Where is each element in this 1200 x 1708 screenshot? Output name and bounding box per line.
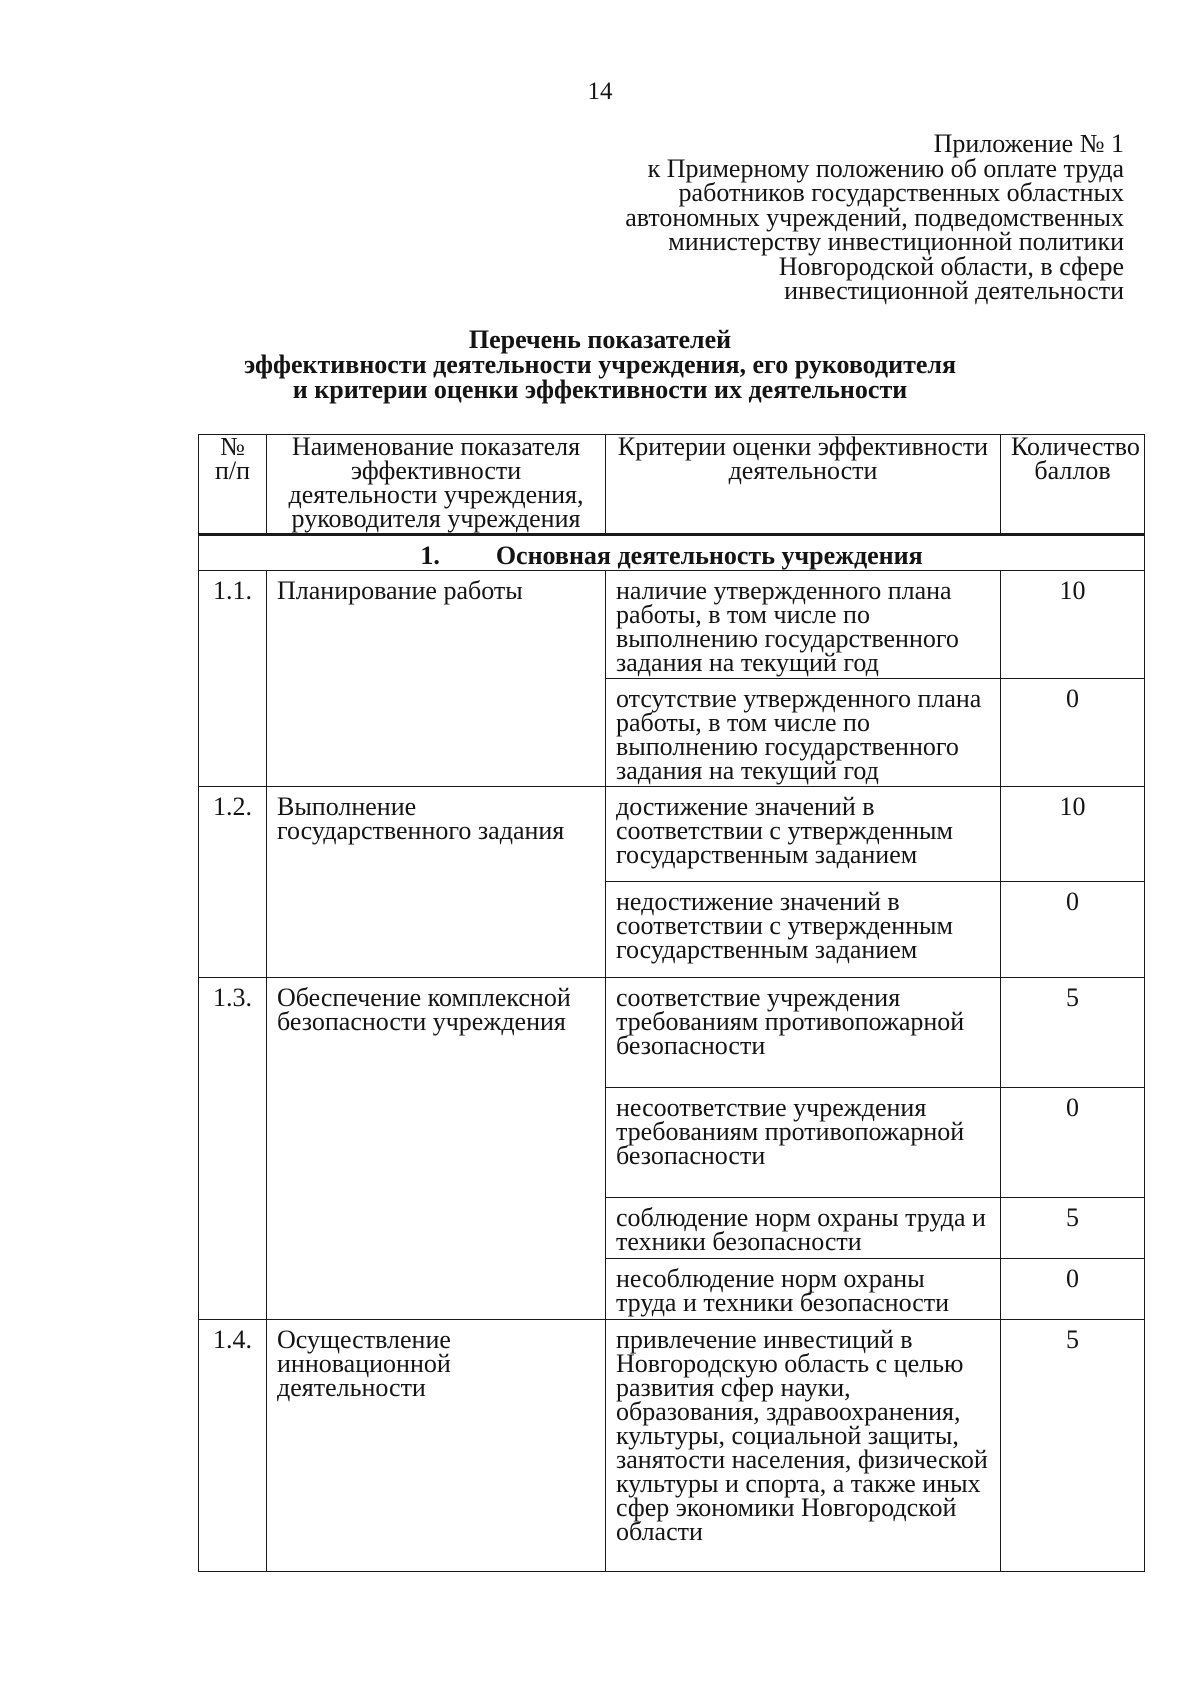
header-points: Количество баллов: [1001, 435, 1145, 535]
table-row: [199, 571, 1145, 679]
row-name: Планирование работы: [267, 571, 606, 787]
header-criteria: Критерии оценки эффективности деятельности: [606, 435, 1001, 535]
appendix-line: Новгородской области, в сфере: [778, 251, 1124, 281]
criteria-cell: отсутствие утвержденного плана работы, в том числе по выполнению государственного задания на текущий год: [606, 679, 1001, 787]
appendix-line: инвестиционной деятельности: [784, 276, 1124, 305]
table-header-row: [199, 435, 1145, 535]
score-cell: 10: [1001, 571, 1145, 679]
section-heading: [199, 535, 1145, 571]
row-name: Осуществление инновационной деятельности: [267, 1320, 606, 1572]
table-row: [199, 787, 1145, 882]
appendix-line: работников государственных областных: [678, 178, 1124, 207]
document-title: [0, 327, 1200, 402]
section-number: 1.: [420, 541, 440, 570]
section-title: Основная деятельность учреждения: [495, 541, 923, 570]
row-index: 1.2.: [199, 787, 267, 978]
title-line: эффективности деятельности учреждения, его руководителя: [243, 350, 957, 379]
header-name: Наименование показателя эффективности деятельности учреждения, руководителя учреждения: [267, 435, 606, 535]
criteria-cell: наличие утвержденного плана работы, в том числе по выполнению государственного задания на текущий год: [606, 571, 1001, 679]
appendix-line: к Примерному положению об оплате труда: [647, 153, 1124, 183]
score-cell: 5: [1001, 1198, 1145, 1259]
score-cell: 5: [1001, 978, 1145, 1088]
appendix-line: автономных учреждений, подведомственных: [625, 202, 1124, 232]
page-number: 14: [587, 78, 613, 105]
section-row: [199, 535, 1145, 571]
row-index: 1.1.: [199, 571, 267, 787]
table-row: [199, 978, 1145, 1088]
row-name: Обеспечение комплексной безопасности учреждения: [267, 978, 606, 1320]
score-cell: 0: [1001, 679, 1145, 787]
score-cell: 0: [1001, 1088, 1145, 1198]
appendix-block: [484, 129, 1124, 305]
header-num: № п/п: [199, 435, 267, 535]
criteria-cell: достижение значений в соответствии с утвержденным государственным заданием: [606, 787, 1001, 882]
criteria-cell: несоответствие учреждения требованиям противопожарной безопасности: [606, 1088, 1001, 1198]
criteria-cell: соответствие учреждения требованиям противопожарной безопасности: [606, 978, 1001, 1088]
indicators-table: [198, 434, 1145, 1572]
score-cell: 0: [1001, 882, 1145, 978]
row-name: Выполнение государственного задания: [267, 787, 606, 978]
row-index: 1.4.: [199, 1320, 267, 1572]
table-row: [199, 1320, 1145, 1572]
criteria-cell: недостижение значений в соответствии с утвержденным государственным заданием: [606, 882, 1001, 978]
criteria-cell: соблюдение норм охраны труда и техники безопасности: [606, 1198, 1001, 1259]
title-line: Перечень показателей: [468, 325, 732, 354]
score-cell: 10: [1001, 787, 1145, 882]
title-line: и критерии оценки эффективности их деятельности: [292, 375, 908, 404]
criteria-cell: несоблюдение норм охраны труда и техники безопасности: [606, 1259, 1001, 1320]
appendix-line: Приложение № 1: [933, 129, 1124, 158]
score-cell: 0: [1001, 1259, 1145, 1320]
criteria-cell: привлечение инвестиций в Новгородскую область с целью развития сфер науки, образования, здравоохранения, культуры, социальной защиты, занятости населения, физической культуры и спорта, а также иных сфер экономики Новгородской области: [606, 1320, 1001, 1572]
row-index: 1.3.: [199, 978, 267, 1320]
appendix-line: министерству инвестиционной политики: [668, 227, 1124, 256]
score-cell: 5: [1001, 1320, 1145, 1572]
